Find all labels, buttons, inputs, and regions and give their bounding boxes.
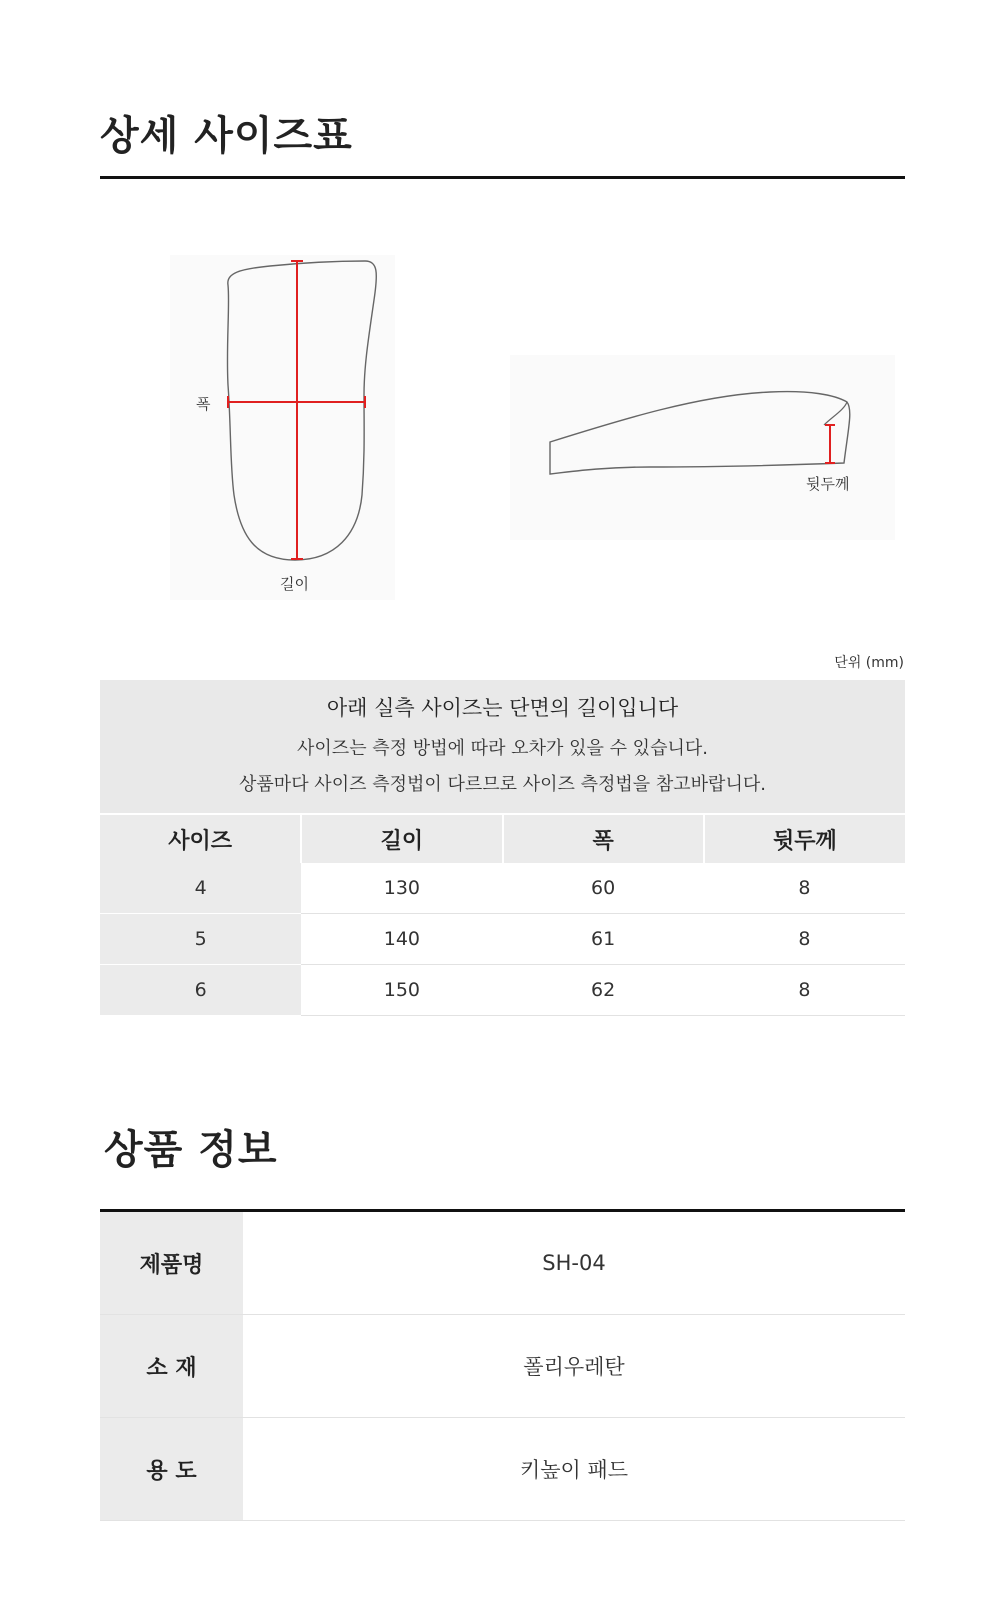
header-width: 폭 [503, 815, 704, 863]
product-section-title: 상품 정보 [104, 1127, 278, 1173]
info-key-product-name: 제품명 [100, 1212, 243, 1314]
info-key-material: 소 재 [100, 1315, 243, 1417]
unit-label: 단위 (mm) [834, 655, 904, 671]
measurement-notice [100, 680, 905, 813]
insole-outline [227, 261, 376, 560]
product-info-row-name [100, 1212, 905, 1315]
product-info-row-material [100, 1315, 905, 1418]
info-value-product-name: SH-04 [542, 1251, 606, 1275]
heel-thickness-label: 뒷두께 [806, 475, 850, 493]
length-label: 길이 [280, 575, 309, 593]
size-table-header-row [100, 815, 905, 863]
product-info-row-usage [100, 1418, 905, 1521]
product-info-table [100, 1212, 905, 1521]
width-label: 폭 [196, 395, 211, 413]
cell-width: 61 [503, 914, 704, 965]
cell-width: 60 [503, 863, 704, 914]
header-heel-thickness: 뒷두께 [704, 815, 905, 863]
insole-side-outline [550, 392, 850, 474]
info-value-material: 폴리우레탄 [523, 1355, 625, 1379]
insole-top-view-diagram [170, 255, 395, 600]
header-length: 길이 [301, 815, 502, 863]
size-section-title: 상세 사이즈표 [100, 113, 353, 159]
cell-length: 130 [301, 863, 502, 914]
cell-size: 4 [100, 863, 301, 914]
cell-heel-thickness: 8 [704, 914, 905, 965]
table-row [100, 965, 905, 1016]
info-value-usage: 키높이 패드 [519, 1458, 629, 1482]
header-size: 사이즈 [100, 815, 301, 863]
cell-size: 6 [100, 965, 301, 1016]
insole-side-view-diagram [510, 355, 895, 540]
notice-line-3: 상품마다 사이즈 측정법이 다르므로 사이즈 측정법을 참고바랍니다. [239, 774, 766, 795]
notice-line-1: 아래 실측 사이즈는 단면의 길이입니다 [326, 696, 679, 720]
table-row [100, 914, 905, 965]
cell-width: 62 [503, 965, 704, 1016]
cell-heel-thickness: 8 [704, 965, 905, 1016]
info-key-usage: 용 도 [100, 1418, 243, 1520]
size-table [100, 815, 905, 1016]
table-row [100, 863, 905, 914]
notice-line-2: 사이즈는 측정 방법에 따라 오차가 있을 수 있습니다. [297, 738, 708, 759]
cell-length: 140 [301, 914, 502, 965]
title-divider [100, 176, 905, 179]
cell-size: 5 [100, 914, 301, 965]
cell-heel-thickness: 8 [704, 863, 905, 914]
cell-length: 150 [301, 965, 502, 1016]
